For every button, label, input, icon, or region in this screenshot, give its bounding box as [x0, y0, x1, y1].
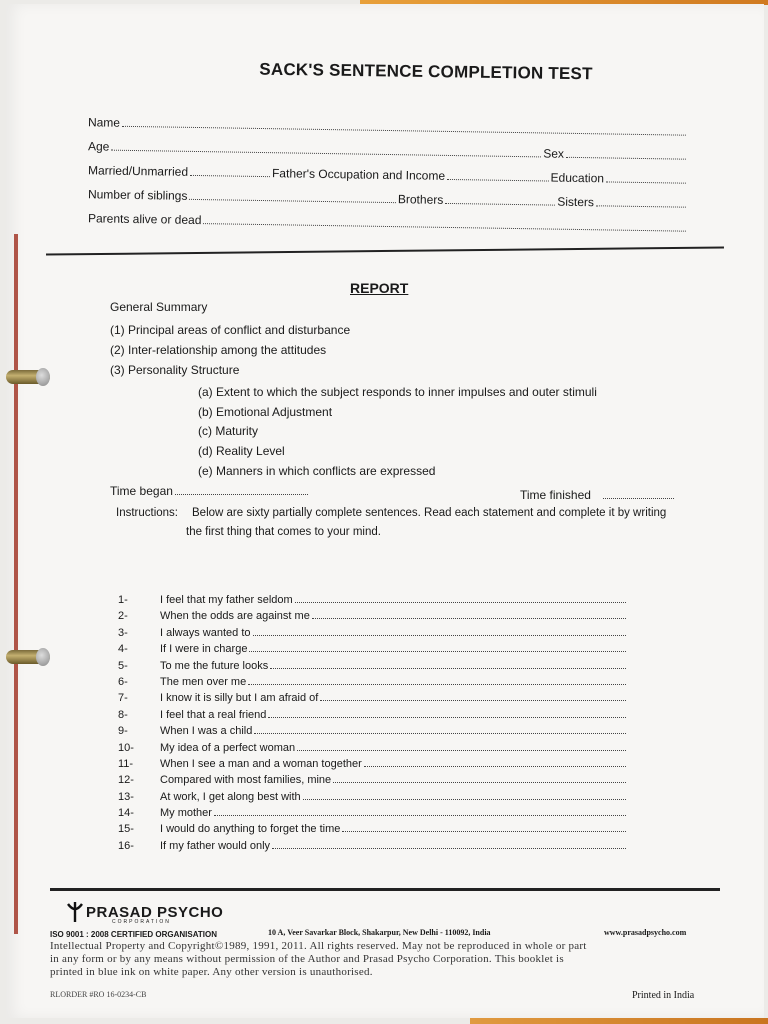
- report-sub-item: (a) Extent to which the subject responds to inner impulses and outer stimuli: [198, 385, 597, 399]
- time-began-label: Time began: [110, 484, 173, 498]
- father-occupation-blank[interactable]: [447, 171, 549, 182]
- sentence-blank[interactable]: [253, 628, 627, 636]
- age-blank[interactable]: [111, 142, 541, 158]
- parents-row: [88, 211, 688, 234]
- parents-label: Parents alive or dead: [87, 211, 202, 228]
- father-occupation-label: Father's Occupation and Income: [271, 166, 446, 183]
- sentence-item: [118, 643, 628, 659]
- marital-blank[interactable]: [190, 167, 270, 177]
- sentence-stem: I know it is silly but I am afraid of: [160, 692, 319, 705]
- instructions-line-2: the first thing that comes to your mind.: [186, 526, 381, 538]
- sentence-stem: The men over me: [160, 675, 247, 688]
- sisters-blank[interactable]: [596, 197, 686, 207]
- sentence-blank[interactable]: [249, 644, 626, 652]
- sentence-item: [118, 676, 628, 692]
- time-finished-row: [520, 488, 676, 502]
- printed-in: Printed in India: [632, 990, 695, 1001]
- sentence-item: [118, 742, 628, 758]
- education-label: Education: [550, 170, 605, 186]
- sentence-blank[interactable]: [254, 726, 626, 734]
- report-sub-item: (e) Manners in which conflicts are expressed: [198, 464, 436, 478]
- binder-spine: [14, 234, 18, 934]
- sentence-item: [118, 774, 628, 790]
- sentence-stem: When the odds are against me: [160, 610, 310, 623]
- sentence-blank[interactable]: [333, 775, 626, 783]
- sentence-number: 16-: [118, 839, 134, 852]
- sentence-number: 4-: [118, 643, 128, 656]
- sentence-number: 15-: [118, 823, 134, 836]
- sentence-item: [118, 692, 628, 708]
- test-page: [6, 4, 764, 1018]
- sentence-stem: When I see a man and a woman together: [160, 757, 362, 770]
- sentence-item: [118, 758, 628, 774]
- general-summary: General Summary: [110, 300, 208, 314]
- sentence-item: [118, 807, 628, 823]
- sentence-item: [118, 709, 628, 725]
- copyright-line: Intellectual Property and Copyright©1989, 1991, 2011. All rights reserved. May not be reproduced in whole or part: [50, 940, 587, 952]
- sentence-stem: If I were in charge: [160, 643, 248, 656]
- sentence-number: 5-: [118, 659, 128, 672]
- report-item: (1) Principal areas of conflict and disturbance: [110, 323, 351, 337]
- order-number: RLORDER #RO 16-0234-CB: [50, 990, 147, 999]
- name-row: [88, 115, 688, 138]
- age-sex-row: [88, 139, 688, 162]
- sentence-number: 12-: [118, 774, 134, 787]
- sentence-number: 9-: [118, 725, 128, 738]
- orange-page-edge-bottom: [470, 1018, 768, 1024]
- sentence-stem: My mother: [160, 807, 212, 820]
- age-label: Age: [87, 139, 110, 154]
- sentence-blank[interactable]: [248, 677, 626, 685]
- time-finished-label: Time finished: [520, 488, 591, 502]
- instructions: [116, 504, 686, 542]
- sentence-blank[interactable]: [342, 824, 626, 832]
- psi-logo-icon: [66, 900, 84, 924]
- sentence-blank[interactable]: [303, 792, 626, 800]
- sentence-stem: I feel that a real friend: [160, 708, 267, 721]
- time-began-row: [110, 484, 310, 498]
- sentence-stem: At work, I get along best with: [160, 790, 301, 803]
- report-item: (2) Inter-relationship among the attitudes: [110, 343, 327, 357]
- brothers-label: Brothers: [397, 192, 444, 207]
- sentence-stem: Compared with most families, mine: [160, 774, 332, 787]
- time-began-blank[interactable]: [175, 487, 308, 495]
- instructions-line-1: Below are sixty partially complete sentences. Read each statement and complete it by writing: [192, 507, 667, 519]
- sentence-item: [118, 840, 628, 856]
- page-title: SACK'S SENTENCE COMPLETION TEST: [259, 59, 593, 84]
- instructions-label: Instructions:: [116, 507, 178, 519]
- education-blank[interactable]: [606, 173, 686, 183]
- sentence-stem: I always wanted to: [160, 626, 251, 639]
- sentence-item: [118, 594, 628, 610]
- sentence-blank[interactable]: [268, 710, 626, 718]
- copyright-line: in any form or by any means without permission of the Author and Prasad Psycho Corporation. This booklet is: [50, 953, 564, 965]
- sentence-stem: I feel that my father seldom: [160, 594, 293, 606]
- sentence-blank[interactable]: [270, 661, 626, 669]
- sentence-item: [118, 660, 628, 676]
- sentence-number: 1-: [118, 594, 128, 606]
- sentence-stem: To me the future looks: [160, 659, 269, 672]
- sentence-item: [118, 610, 628, 626]
- sisters-label: Sisters: [557, 194, 595, 210]
- sentence-stem: If my father would only: [160, 839, 271, 852]
- name-blank[interactable]: [122, 118, 686, 136]
- sentence-blank[interactable]: [295, 595, 626, 603]
- header-divider: [46, 246, 724, 255]
- sentence-number: 3-: [118, 626, 128, 639]
- time-finished-blank[interactable]: [603, 491, 674, 499]
- footer-divider: [50, 888, 720, 891]
- sentence-item: [118, 627, 628, 643]
- parents-blank[interactable]: [203, 215, 686, 232]
- sentence-blank[interactable]: [364, 759, 626, 767]
- marital-label: Married/Unmarried: [87, 163, 189, 179]
- sentence-number: 10-: [118, 741, 134, 754]
- report-heading: REPORT: [350, 280, 409, 296]
- iso-certification: ISO 9001 : 2008 CERTIFIED ORGANISATION: [50, 930, 218, 939]
- logo-subtext: CORPORATION: [112, 919, 171, 925]
- sentence-stem: I would do anything to forget the time: [160, 823, 341, 836]
- marital-row: [88, 163, 688, 186]
- publisher-website: www.prasadpsycho.com: [604, 928, 687, 937]
- report-sub-item: (d) Reality Level: [198, 444, 285, 458]
- sentence-number: 7-: [118, 692, 128, 705]
- siblings-row: [88, 187, 688, 210]
- brothers-blank[interactable]: [445, 195, 555, 206]
- sentence-blank[interactable]: [320, 693, 626, 701]
- report-item: (3) Personality Structure: [110, 363, 240, 377]
- siblings-label: Number of siblings: [87, 187, 188, 203]
- sentence-item: [118, 725, 628, 741]
- binder-ring-bottom-end: [36, 648, 50, 666]
- copyright-notice: [50, 940, 722, 979]
- sentence-number: 2-: [118, 610, 128, 623]
- sentence-number: 13-: [118, 790, 134, 803]
- publisher-address: 10 A, Veer Savarkar Block, Shakarpur, New Delhi - 110092, India: [268, 928, 491, 937]
- name-label: Name: [87, 115, 121, 130]
- sentence-number: 11-: [118, 757, 134, 770]
- siblings-blank[interactable]: [189, 191, 396, 203]
- sex-label: Sex: [543, 146, 565, 161]
- report-sub-item: (c) Maturity: [198, 424, 258, 438]
- sentence-number: 14-: [118, 807, 134, 820]
- report-sub-item: (b) Emotional Adjustment: [198, 405, 333, 419]
- binder-ring-top-end: [36, 368, 50, 386]
- sentence-stem: My idea of a perfect woman: [160, 741, 296, 754]
- sentence-number: 6-: [118, 675, 128, 688]
- sentence-blank[interactable]: [297, 743, 626, 751]
- sentence-blank[interactable]: [312, 611, 626, 619]
- sentence-item: [118, 791, 628, 807]
- sentence-blank[interactable]: [214, 808, 626, 816]
- sentence-stem: When I was a child: [160, 725, 253, 738]
- sex-blank[interactable]: [566, 149, 686, 160]
- sentence-number: 8-: [118, 708, 128, 721]
- sentence-list: [118, 594, 628, 856]
- sentence-blank[interactable]: [272, 841, 626, 849]
- sentence-item: [118, 823, 628, 839]
- logo-text: PRASAD PSYCHO: [86, 903, 224, 921]
- copyright-line: printed in blue ink on white paper. Any other version is unauthorised.: [50, 966, 373, 978]
